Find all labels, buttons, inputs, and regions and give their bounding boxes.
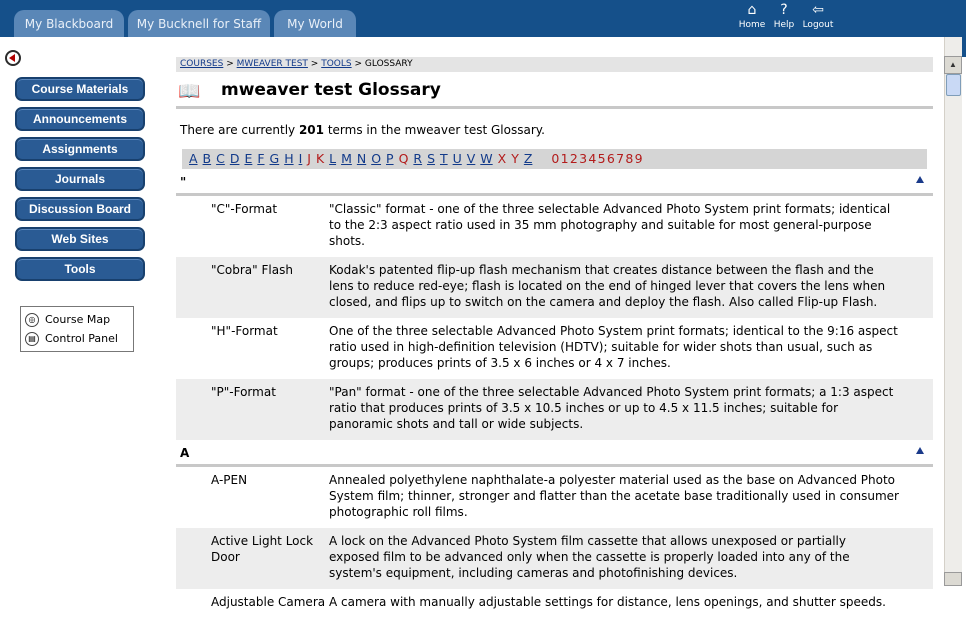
index-letter-g[interactable]: G (269, 151, 280, 166)
glossary-row (176, 257, 933, 318)
glossary-definition: A camera with manually adjustable settings for distance, lens openings, and shutter speeds. (329, 595, 886, 609)
glossary-term: Adjustable Camera (211, 595, 326, 609)
page-title: mweaver test Glossary (221, 80, 441, 100)
home-icon: ⌂ (747, 2, 757, 18)
glossary-definition: A lock on the Advanced Photo System film cassette that allows unexposed or partially exposed film to be advanced only when the cassette is properly loaded into any of the system's equipment, including cameras and photofinishing devices. (329, 534, 850, 580)
logout-icon: ⇦ (812, 2, 824, 18)
vertical-scrollbar[interactable] (944, 37, 962, 586)
control-panel-label: Control Panel (45, 332, 118, 345)
help-label: Help (773, 20, 795, 30)
course-tools-box (20, 306, 134, 352)
home-label: Home (738, 20, 766, 30)
tools-button[interactable]: Tools (15, 257, 145, 281)
glossary-term: A-PEN (211, 473, 248, 487)
glossary-term: "C"-Format (211, 202, 278, 216)
discussion-board-button[interactable]: Discussion Board (15, 197, 145, 221)
glossary-row (176, 467, 933, 528)
glossary-definition: Kodak's patented flip-up flash mechanism that creates distance between the flash and the lens to reduce red-eye; flash is located on the end of hinged lever that covers the lens when closed, and flips up to switch on the camera and deploy the flash. Also called Flip-up Flash. (329, 263, 886, 309)
breadcrumb-courses[interactable]: COURSES (180, 59, 224, 69)
title-divider (176, 106, 933, 109)
control-panel-link[interactable] (25, 329, 129, 348)
index-letter-k: K (315, 151, 325, 166)
help-icon: ? (780, 2, 788, 18)
index-letter-j: J (307, 151, 311, 166)
index-letter-d[interactable]: D (229, 151, 240, 166)
main-content (176, 57, 933, 618)
back-to-top-icon[interactable] (916, 176, 924, 183)
announcements-button[interactable]: Announcements (15, 107, 145, 131)
index-letter-e[interactable]: E (244, 151, 253, 166)
course-map-label: Course Map (45, 313, 111, 326)
control-panel-icon: ▤ (25, 332, 39, 346)
assignments-button[interactable]: Assignments (15, 137, 145, 161)
alphabet-index (182, 149, 927, 169)
title-bar (176, 72, 933, 106)
index-letter-w[interactable]: W (480, 151, 493, 166)
glossary-row (176, 196, 933, 257)
index-letter-m[interactable]: M (341, 151, 352, 166)
collapse-menu-icon[interactable] (5, 50, 21, 66)
scroll-up-button[interactable]: ▲ (944, 56, 962, 74)
breadcrumb-current: GLOSSARY (364, 59, 413, 69)
section-label: A (180, 446, 190, 460)
course-materials-button[interactable]: Course Materials (15, 77, 145, 101)
help-link[interactable] (770, 0, 798, 30)
scroll-down-button[interactable] (944, 572, 962, 586)
tab-my-bucknell-for-staff[interactable]: My Bucknell for Staff (128, 10, 270, 37)
course-map-link[interactable] (25, 310, 129, 329)
logout-label: Logout (802, 20, 834, 30)
glossary-row (176, 589, 933, 618)
section-label: " (180, 175, 187, 189)
glossary-definition: One of the three selectable Advanced Photo System print formats; identical to the 9:16 aspect ratio used in high-definition television (HDTV); suitable for wider shots than usual, such as groups; produces prints of 3.5 x 6 inches or 4 x 7 inches. (329, 324, 898, 370)
glossary-row (176, 528, 933, 589)
section-header-a (176, 440, 933, 464)
breadcrumb-course[interactable]: MWEAVER TEST (236, 59, 308, 69)
index-letter-i[interactable]: I (298, 151, 303, 166)
intro-pre: There are currently (180, 123, 299, 137)
glossary-row (176, 318, 933, 379)
index-letter-y: Y (511, 151, 519, 166)
logout-link[interactable] (799, 0, 837, 30)
glossary-term: "Cobra" Flash (211, 263, 293, 277)
term-count-text (176, 123, 933, 139)
scroll-thumb[interactable] (946, 74, 961, 96)
index-letter-p[interactable]: P (386, 151, 394, 166)
back-to-top-icon[interactable] (916, 447, 924, 454)
index-letter-t[interactable]: T (439, 151, 448, 166)
breadcrumb-separator: > (354, 59, 363, 69)
glossary-term: "H"-Format (211, 324, 278, 338)
tab-my-blackboard[interactable]: My Blackboard (14, 10, 124, 37)
index-letter-h[interactable]: H (284, 151, 294, 166)
glossary-definition: "Pan" format - one of the three selectable Advanced Photo System print formats; a 1:3 aspect ratio that produces prints of 3.5 x 10.5 inches or up to 4.5 x 11.5 inches; suitable for panoramic shots and tall or wide subjects. (329, 385, 894, 431)
index-letter-l[interactable]: L (329, 151, 337, 166)
term-count: 201 (298, 123, 325, 137)
index-letter-u[interactable]: U (452, 151, 462, 166)
index-letter-o[interactable]: O (371, 151, 382, 166)
glossary-term: Active Light Lock Door (211, 534, 314, 564)
section-header-quote (176, 169, 933, 193)
home-link[interactable] (738, 0, 766, 30)
glossary-definition: Annealed polyethylene naphthalate-a polyester material used as the base on Advanced Photo System film; thinner, stronger and flatter than the acetate base traditionally used in consumer photographic roll films. (329, 473, 899, 519)
intro-post: terms in the mweaver test Glossary. (324, 123, 545, 137)
index-letter-r[interactable]: R (413, 151, 423, 166)
index-letter-z[interactable]: Z (523, 151, 533, 166)
glossary-row (176, 379, 933, 440)
journals-button[interactable]: Journals (15, 167, 145, 191)
index-numbers: 0123456789 (551, 151, 644, 166)
breadcrumb-separator: > (226, 59, 234, 69)
top-navigation-bar (0, 0, 966, 37)
index-letter-s[interactable]: S (427, 151, 435, 166)
index-letter-b[interactable]: B (202, 151, 212, 166)
index-letter-f[interactable]: F (257, 151, 265, 166)
index-letter-c[interactable]: C (216, 151, 225, 166)
glossary-definition: "Classic" format - one of the three selectable Advanced Photo System print formats; identical to the 2:3 aspect ratio used in 35 mm photography and suitable for most general-purpose shots. (329, 202, 891, 248)
index-letter-x: X (497, 151, 507, 166)
glossary-book-icon: 📖 (178, 81, 201, 101)
breadcrumb-separator: > (310, 59, 319, 69)
index-letter-v[interactable]: V (466, 151, 476, 166)
breadcrumb (176, 57, 933, 72)
index-letter-n[interactable]: N (356, 151, 367, 166)
tab-my-world[interactable]: My World (274, 10, 356, 37)
web-sites-button[interactable]: Web Sites (15, 227, 145, 251)
index-letter-q: Q (398, 151, 409, 166)
breadcrumb-tools[interactable]: TOOLS (321, 59, 352, 69)
course-map-icon: ◎ (25, 313, 39, 327)
glossary-term: "P"-Format (211, 385, 276, 399)
index-letter-a[interactable]: A (189, 151, 198, 166)
